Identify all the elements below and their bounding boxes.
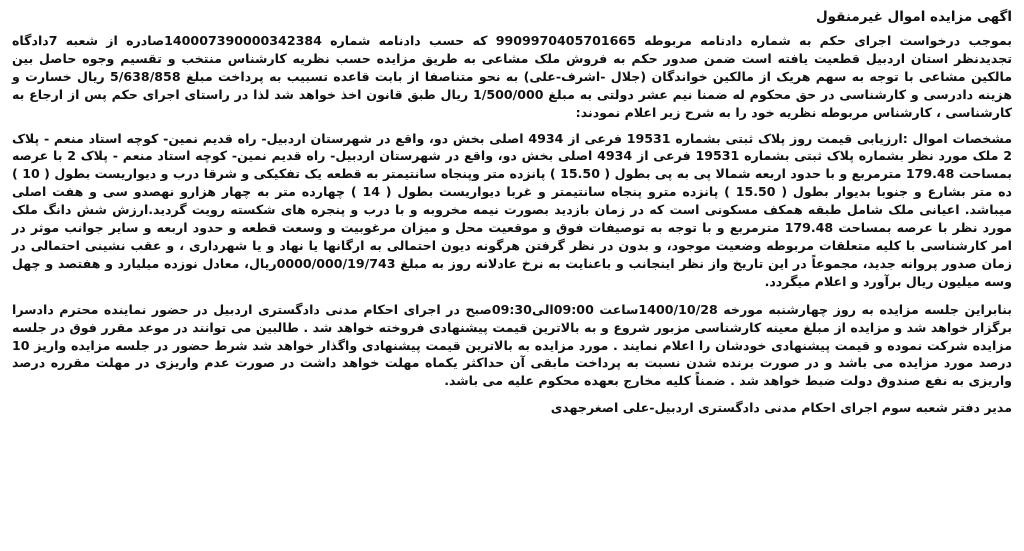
paragraph-gap [12,390,1012,399]
notice-paragraph-auction-terms: بنابراین جلسه مزایده به روز چهارشنبه مورخه 1400/10/28ساعت 09:00الی09:30صبح در اجرای احکام مدنی دادگستری اردبیل در حضور نماینده محترم دادسرا برگزار خواهد شد و مزایده از مبلغ معینه کارشناسی مزبور شروع و به بالاترین قیمت پیشنهادی فروخته خواهد شد . طالبین می توانند در موعد مقرر فوق در جلسه مزایده شرکت نموده و قیمت پیشنهادی خودشان را اعلام نمایند . مورد مزایده به بالاترین قیمت پیشنهادی واگذار خواهد شد شرط حضور در جلسه مزایده واریز 10 درصد مورد مزایده می باشد و در صورت برنده شدن نسبت به پرداخت مابقی آن حداکثر یکماه مهلت خواهد داشت در صورت عدم واریزی در مهلت مقرره درصد واریزی به نفع صندوق دولت ضبط خواهد شد . ضمناً کلیه مخارج بعهده محکوم علیه می باشد. [12,301,1013,389]
notice-title: اگهی مزایده اموال غیرمنقول [815,9,1012,25]
notice-signature: مدیر دفتر شعبه سوم اجرای احکام مدنی دادگستری اردبیل-علی اصغرجهدی [550,400,1012,416]
paragraph-gap [12,291,1012,301]
notice-paragraph-property-details: مشخصات اموال :ارزیابی قیمت روز پلاک ثبتی بشماره 19531 فرعی از 4934 اصلی بخش دو، واقع در شهرستان اردبیل- راه قدیم نمین- کوچه استاد منعم - پلاک 2 ملک مورد نظر بشماره پلاک ثبتی بشماره 19531 فرعی از 4934 اصلی بخش دو، واقع در شهرستان اردبیل- راه قدیم نمین- کوچه استاد منعم - پلاک 2 با عرصه بمساحت 179.48 مترمربع و با حدود اربعه شمالا پی به پی بطول ( 15.50 ) پانزده متر وپنجاه سانتیمتر به قطعه یک تفکیکی و شرقا درب و دیواریست بطول ( 10 ) ده متر بشارع و جنوبا بدیوار بطول ( 15.50 ) پانزده مترو پنجاه سانتیمتر و غربا دیواریست بطول ( 14 ) چهارده متر به چهار هزارو نهصدو سی و هفت اصلی میباشد. اعیانی ملک شامل طبقه همکف مسکونی است که در زمان بازدید بصورت نیمه مخروبه و با درب و پنجره های شکسته رویت گردید.ارزش شش دانگ ملک مورد نظر با عرصه بمساحت 179.48 مترمربع و با توجه به توصیفات فوق و موقعیت محل و میزان مرغوبیت و وسعت قطعه و حدود اربعه و سایر جوانب موثر در امر کارشناسی با کلیه متعلقات مربوطه وضعیت موجود، و بدون در نظر گرفتن هرگونه دیون احتمالی به ارگانها یا نهاد و یا شهرداری ، و عقب نشینی احتمالی در زمان صدور پروانه جدید، مجموعاً در این تاریخ واز نظر اینجانب و باعنایت به نرخ عادلانه روز به مبلغ 0000/000/19/743ریال، معادل نوزده میلیارد و هفتصد و چهل وسه میلیون ریال برآورد و اعلام میگردد. [12,130,1013,289]
paragraph-gap [12,122,1012,130]
notice-paragraph-ruling: بموجب درخواست اجرای حکم به شماره دادنامه مربوطه 9909970405701665 که حسب دادنامه شماره 140007390000342384صادره از شعبه 7دادگاه تجدیدنظر استان اردبیل قطعیت یافته است ضمن صدور حکم به فروش ملک مشاعی به طریق مزایده حسب نظریه کارشناس منتخب و تقسیم وجوه حاصل بین مالکین مشاعی با توجه به سهم هریک از مالکین خواندگان (جلال -اشرف-علی) به نحو متناصفا از بابت قاعده تسبیب به پرداخت مبلغ 5/638/858 ریال خسارت و هزینه دادرسی و کارشناسی در حق محکوم له ضمنا نیم عشر دولتی به مبلغ 1/500/000 ریال طبق قانون اخذ خواهد شد لذا در راستای اجرای حکم پس از ارجاع به کارشناسی ، کارشناس مربوطه نظریه خود را به شرح زیر اعلام نمودند: [12,33,1012,120]
